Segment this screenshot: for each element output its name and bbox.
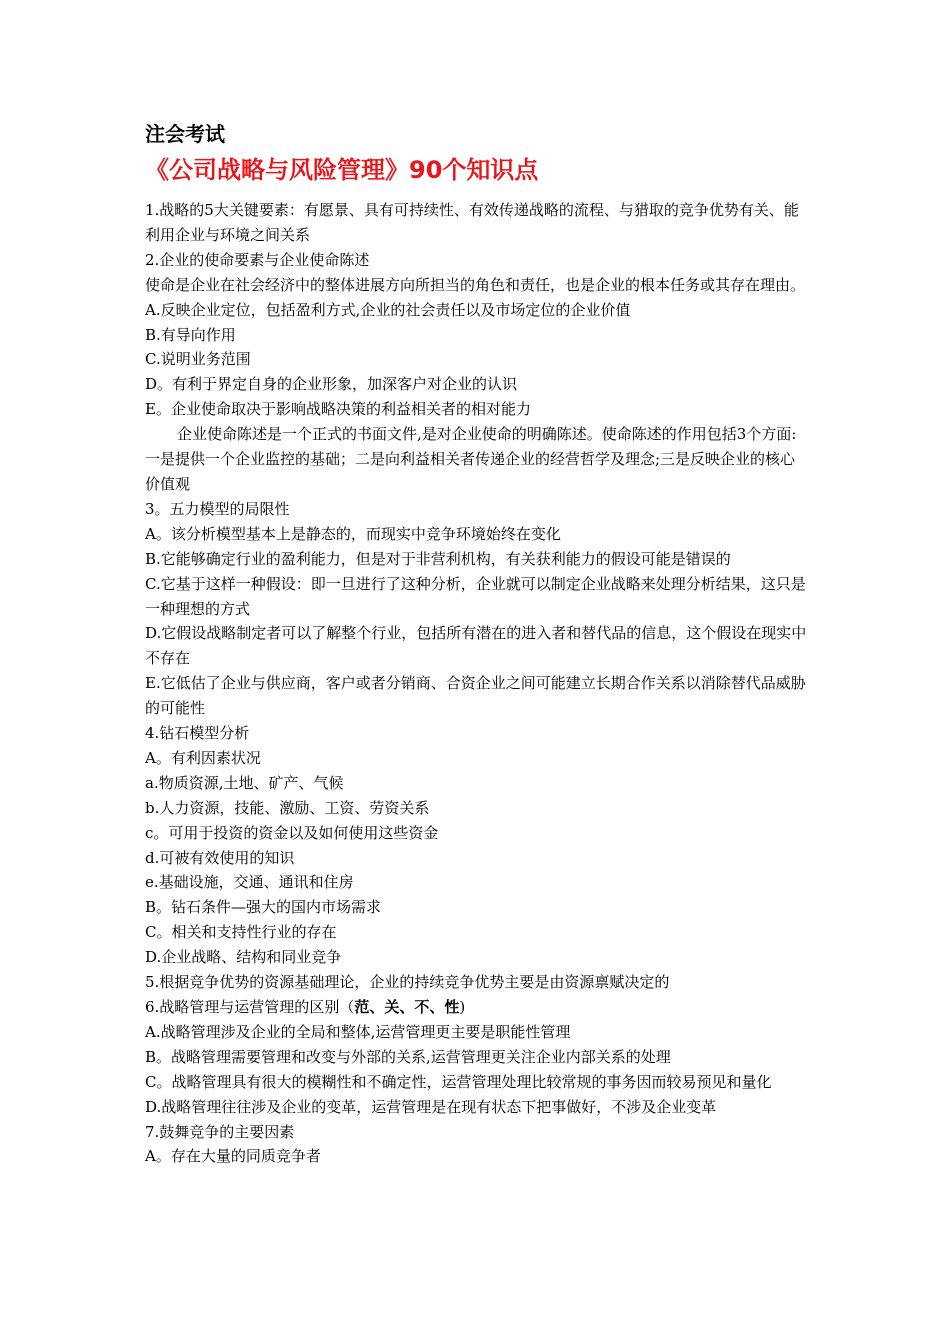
paragraph: e.基础设施，交通、通讯和住房 — [145, 873, 354, 892]
paragraph: D.战略管理往往涉及企业的变革，运营管理是在现有状态下把事做好，不涉及企业变革 — [145, 1097, 717, 1116]
paragraph: A。存在大量的同质竞争者 — [145, 1147, 321, 1166]
paragraph: 1.战略的5大关键要素：有愿景、具有可持续性、有效传递战略的流程、与猎取的竞争优势有关、能利用企业与环境之间关系 — [145, 201, 799, 244]
paragraph: 企业使命陈述是一个正式的书面文件,是对企业使命的明确陈述。使命陈述的作用包括3个方面:一是提供一个企业监控的基础；二是向利益相关者传递企业的经营哲学及理念;三是反映企业的核心价值观 — [145, 425, 797, 493]
paragraph: D.企业战略、结构和同业竞争 — [145, 948, 342, 967]
paragraph: d.可被有效使用的知识 — [145, 848, 295, 867]
paragraph: E.它低估了企业与供应商，客户或者分销商、合资企业之间可能建立长期合作关系以消除替代品威胁的可能性 — [145, 674, 806, 718]
paragraph: B.有导向作用 — [145, 325, 236, 344]
paragraph: b.人力资源，技能、激励、工资、劳资关系 — [145, 798, 430, 817]
paragraph: E。企业使命取决于影响战略决策的利益相关者的相对能力 — [145, 400, 531, 419]
paragraph: A.反映企业定位，包括盈利方式,企业的社会责任以及市场定位的企业价值 — [145, 300, 631, 319]
paragraph: A。该分析模型基本上是静态的，而现实中竞争环境始终在变化 — [145, 524, 561, 543]
document-heading: 注会考试 — [145, 122, 225, 146]
paragraph: c。可用于投资的资金以及如何使用这些资金 — [145, 823, 439, 842]
paragraph: A。有利因素状况 — [145, 748, 261, 767]
paragraph: C。相关和支持性行业的存在 — [145, 923, 337, 942]
paragraph: D。有利于界定自身的企业形象，加深客户对企业的认识 — [145, 375, 518, 394]
paragraph: 5.根据竞争优势的资源基础理论，企业的持续竞争优势主要是由资源禀赋决定的 — [145, 973, 670, 992]
paragraph: 2.企业的使命要素与企业使命陈述 — [145, 250, 370, 269]
paragraph: B。战略管理需要管理和改变与外部的关系,运营管理更关注企业内部关系的处理 — [145, 1047, 671, 1066]
paragraph: B.它能够确定行业的盈利能力，但是对于非营利机构，有关获利能力的假设可能是错误的 — [145, 549, 731, 568]
paragraph: C。战略管理具有很大的模糊性和不确定性，运营管理处理比较常规的事务因而较易预见和量化 — [145, 1072, 772, 1091]
paragraph-6-suffix: ) — [459, 998, 466, 1016]
paragraph: C.说明业务范围 — [145, 350, 251, 369]
document-title: 《公司战略与风险管理》90个知识点 — [145, 156, 539, 184]
paragraph-6-prefix: 6.战略管理与运营管理的区别（ — [145, 998, 355, 1016]
paragraph: 3。五力模型的局限性 — [145, 499, 290, 518]
paragraph: C.它基于这样一种假设：即一旦进行了这种分析，企业就可以制定企业战略来处理分析结果，这只是一种理想的方式 — [145, 574, 806, 618]
paragraph-6-mnemonic: 范、关、不、性 — [354, 998, 460, 1016]
paragraph: a.物质资源,土地、矿产、气候 — [145, 773, 344, 792]
paragraph: 4.钻石模型分析 — [145, 724, 250, 743]
paragraph-6-heading — [145, 995, 810, 1020]
paragraph: D.它假设战略制定者可以了解整个行业，包括所有潜在的进入者和替代品的信息，这个假设在现实中不存在 — [145, 624, 807, 668]
paragraph: A.战略管理涉及企业的全局和整体,运营管理更主要是职能性管理 — [145, 1022, 571, 1041]
document-body — [145, 198, 810, 1169]
paragraph: B。钻石条件—强大的国内市场需求 — [145, 898, 382, 917]
paragraph: 使命是企业在社会经济中的整体进展方向所担当的角色和责任，也是企业的根本任务或其存在理由。 — [145, 275, 806, 294]
paragraph: 7.鼓舞竞争的主要因素 — [145, 1122, 295, 1141]
document-page — [145, 118, 810, 1169]
